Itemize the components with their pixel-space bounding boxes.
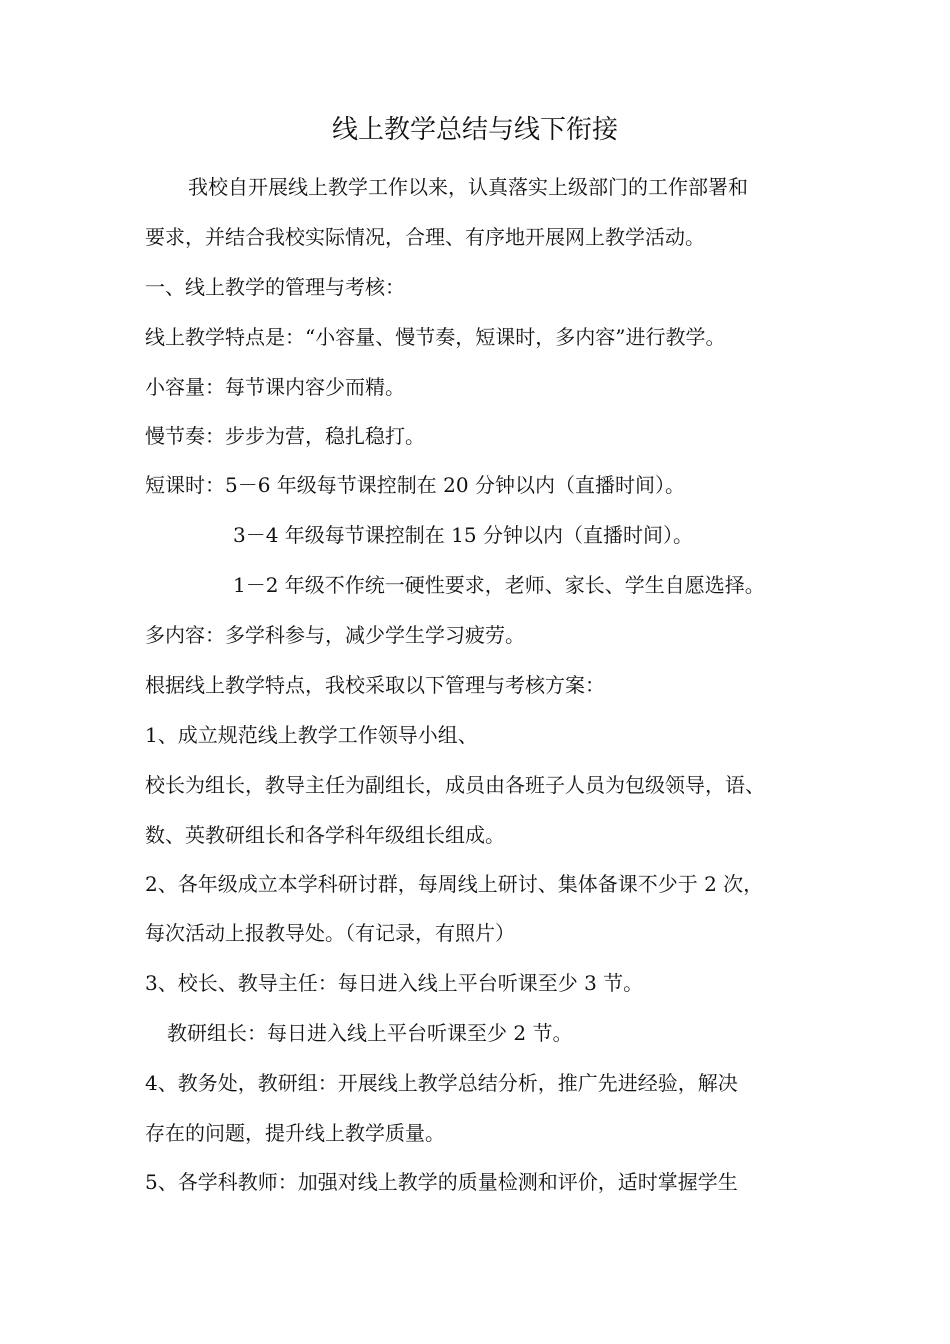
paragraph-line: 存在的问题，提升线上教学质量。 bbox=[145, 1121, 445, 1145]
section-heading: 一、线上教学的管理与考核： bbox=[145, 275, 405, 299]
paragraph-line: 教研组长：每日进入线上平台听课至少 2 节。 bbox=[167, 1021, 573, 1045]
paragraph-line: 校长为组长，教导主任为副组长，成员由各班子人员为包级领导，语、 bbox=[145, 773, 765, 797]
paragraph-line: 3－4 年级每节课控制在 15 分钟以内（直播时间）。 bbox=[233, 523, 693, 547]
paragraph-line: 小容量：每节课内容少而精。 bbox=[145, 375, 405, 399]
list-item: 4、教务处，教研组：开展线上教学总结分析，推广先进经验，解决 bbox=[145, 1071, 738, 1095]
paragraph-line: 短课时：5－6 年级每节课控制在 20 分钟以内（直播时间）。 bbox=[145, 473, 685, 497]
paragraph-line: 1－2 年级不作统一硬性要求，老师、家长、学生自愿选择。 bbox=[233, 573, 765, 597]
list-item: 1、成立规范线上教学工作领导小组、 bbox=[145, 723, 478, 747]
paragraph-line: 根据线上教学特点，我校采取以下管理与考核方案： bbox=[145, 673, 605, 697]
document-title: 线上教学总结与线下衔接 bbox=[331, 115, 618, 145]
list-item: 5、各学科教师：加强对线上教学的质量检测和评价，适时掌握学生 bbox=[145, 1170, 738, 1194]
paragraph-line: 我校自开展线上教学工作以来，认真落实上级部门的工作部署和 bbox=[188, 175, 748, 199]
list-item: 2、各年级成立本学科研讨群，每周线上研讨、集体备课不少于 2 次， bbox=[145, 872, 764, 896]
paragraph-line: 多内容：多学科参与，减少学生学习疲劳。 bbox=[145, 623, 525, 647]
paragraph-line: 要求，并结合我校实际情况，合理、有序地开展网上教学活动。 bbox=[145, 225, 705, 249]
paragraph-line: 慢节奏：步步为营，稳扎稳打。 bbox=[145, 424, 425, 448]
paragraph-line: 每次活动上报教导处。（有记录，有照片） bbox=[145, 921, 515, 945]
paragraph-line: 线上教学特点是：“小容量、慢节奏，短课时，多内容”进行教学。 bbox=[145, 325, 726, 349]
paragraph-line: 数、英教研组长和各学科年级组长组成。 bbox=[145, 823, 505, 847]
list-item: 3、校长、教导主任：每日进入线上平台听课至少 3 节。 bbox=[145, 971, 644, 995]
